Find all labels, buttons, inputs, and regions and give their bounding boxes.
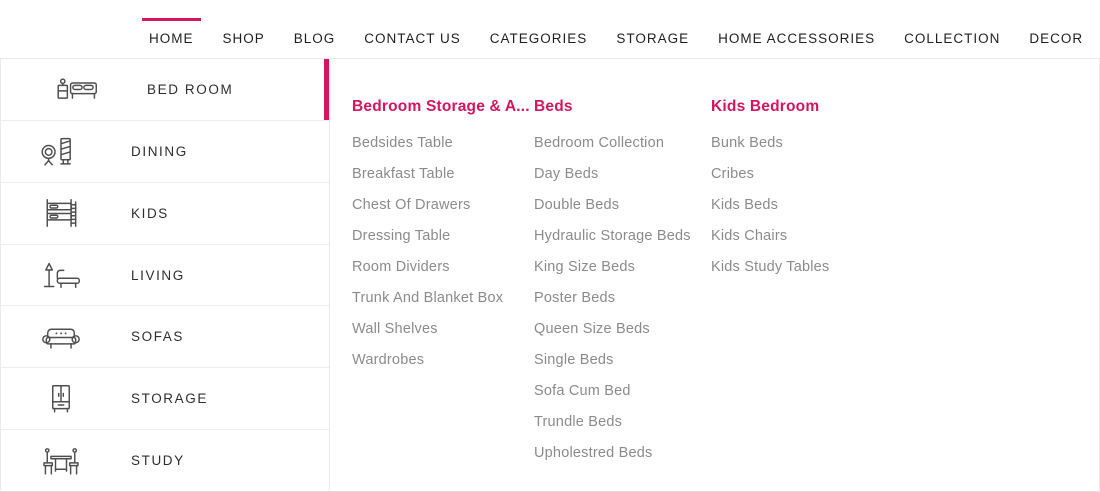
menu-link-item [534, 415, 711, 429]
menu-link-upholestred-beds[interactable]: Upholestred Beds [534, 445, 653, 461]
sidebar-item-study[interactable] [1, 430, 329, 491]
menu-link-item [534, 384, 711, 398]
mega-menu-content [330, 59, 1099, 491]
menu-link-item [352, 198, 534, 212]
sidebar-item-bed-room[interactable] [1, 59, 329, 121]
menu-link-item [352, 136, 534, 150]
top-navigation [0, 0, 1100, 58]
menu-link-dressing-table[interactable]: Dressing Table [352, 228, 451, 244]
menu-link-item [534, 229, 711, 243]
menu-link-item [711, 167, 931, 181]
menu-link-bedsides-table[interactable]: Bedsides Table [352, 135, 453, 151]
menu-link-item [352, 229, 534, 243]
menu-link-item [534, 198, 711, 212]
column-link-list [534, 136, 711, 460]
sidebar-item-label: LIVING [131, 267, 185, 283]
sidebar-item-sofas[interactable] [1, 306, 329, 368]
menu-link-wardrobes[interactable]: Wardrobes [352, 352, 425, 368]
menu-link-bunk-beds[interactable]: Bunk Beds [711, 135, 783, 151]
menu-link-single-beds[interactable]: Single Beds [534, 352, 614, 368]
nav-item-contact-us[interactable]: CONTACT US [364, 31, 461, 46]
column-heading[interactable]: Kids Bedroom [711, 98, 820, 115]
menu-link-item [534, 291, 711, 305]
menu-link-item [534, 136, 711, 150]
menu-column-beds [534, 99, 711, 477]
menu-link-item [352, 322, 534, 336]
sidebar-item-dining[interactable] [1, 121, 329, 183]
nav-item-home[interactable]: HOME [149, 31, 194, 58]
menu-link-item [534, 446, 711, 460]
menu-link-item [711, 136, 931, 150]
column-link-list [711, 136, 931, 274]
menu-column-kids-bedroom [711, 99, 931, 291]
sidebar-item-label: DINING [131, 143, 188, 159]
menu-link-cribes[interactable]: Cribes [711, 166, 755, 182]
menu-link-item [352, 260, 534, 274]
sidebar-item-storage[interactable] [1, 368, 329, 430]
dining-icon [39, 133, 83, 169]
sidebar-item-label: BED ROOM [147, 81, 234, 97]
sofas-icon [39, 319, 83, 355]
nav-item-collection[interactable]: COLLECTION [904, 31, 1001, 46]
storage-icon [39, 381, 83, 417]
menu-link-kids-beds[interactable]: Kids Beds [711, 197, 779, 213]
menu-link-day-beds[interactable]: Day Beds [534, 166, 599, 182]
menu-link-item [534, 322, 711, 336]
menu-link-item [352, 167, 534, 181]
sidebar-item-label: STUDY [131, 453, 185, 469]
sidebar-item-label: STORAGE [131, 391, 208, 407]
menu-link-queen-size-beds[interactable]: Queen Size Beds [534, 321, 650, 337]
nav-item-decor[interactable]: DECOR [1029, 31, 1084, 46]
menu-link-room-dividers[interactable]: Room Dividers [352, 259, 450, 275]
column-link-list [352, 136, 534, 367]
menu-link-item [711, 198, 931, 212]
menu-link-item [534, 260, 711, 274]
nav-item-shop[interactable]: SHOP [222, 31, 265, 46]
menu-link-item [352, 291, 534, 305]
nav-item-categories[interactable]: CATEGORIES [489, 31, 588, 46]
category-sidebar [1, 59, 330, 491]
menu-link-trundle-beds[interactable]: Trundle Beds [534, 414, 623, 430]
column-heading[interactable]: Bedroom Storage & A... [352, 98, 530, 115]
bedroom-icon [55, 71, 99, 107]
active-category-indicator [324, 59, 329, 120]
menu-link-chest-of-drawers[interactable]: Chest Of Drawers [352, 197, 471, 213]
menu-link-king-size-beds[interactable]: King Size Beds [534, 259, 636, 275]
menu-link-hydraulic-storage-beds[interactable]: Hydraulic Storage Beds [534, 228, 691, 244]
menu-link-kids-study-tables[interactable]: Kids Study Tables [711, 259, 830, 275]
nav-item-storage[interactable]: STORAGE [616, 31, 690, 46]
nav-item-blog[interactable]: BLOG [293, 31, 336, 46]
menu-link-trunk-and-blanket-box[interactable]: Trunk And Blanket Box [352, 290, 504, 306]
sidebar-item-label: SOFAS [131, 329, 185, 345]
menu-link-kids-chairs[interactable]: Kids Chairs [711, 228, 788, 244]
kids-icon [39, 195, 83, 231]
menu-link-item [534, 353, 711, 367]
menu-link-item [352, 353, 534, 367]
sidebar-item-living[interactable] [1, 245, 329, 307]
menu-column-bedroom-storage-a [352, 99, 534, 384]
mega-dropdown-panel [0, 58, 1100, 492]
living-icon [39, 257, 83, 293]
column-heading[interactable]: Beds [534, 98, 573, 115]
sidebar-item-label: KIDS [131, 205, 169, 221]
menu-link-item [711, 260, 931, 274]
menu-link-wall-shelves[interactable]: Wall Shelves [352, 321, 438, 337]
menu-link-sofa-cum-bed[interactable]: Sofa Cum Bed [534, 383, 631, 399]
sidebar-item-kids[interactable] [1, 183, 329, 245]
nav-item-home-accessories[interactable]: HOME ACCESSORIES [718, 31, 876, 46]
study-icon [39, 443, 83, 479]
menu-link-breakfast-table[interactable]: Breakfast Table [352, 166, 455, 182]
menu-link-item [534, 167, 711, 181]
menu-link-item [711, 229, 931, 243]
menu-link-bedroom-collection[interactable]: Bedroom Collection [534, 135, 665, 151]
menu-link-double-beds[interactable]: Double Beds [534, 197, 620, 213]
menu-link-poster-beds[interactable]: Poster Beds [534, 290, 616, 306]
